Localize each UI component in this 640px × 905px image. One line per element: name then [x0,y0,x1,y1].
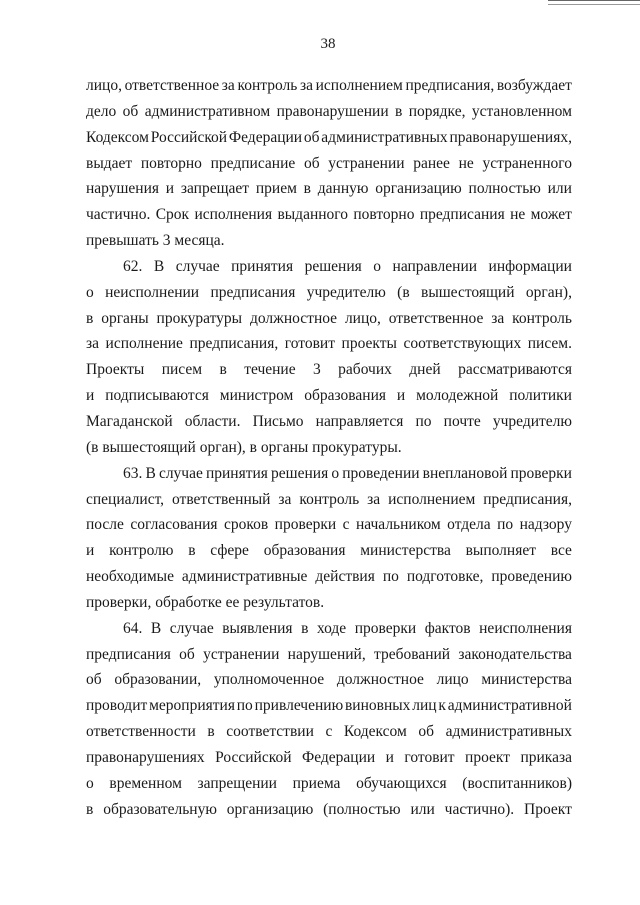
page-number: 38 [320,36,336,52]
text-line: ответственности в соответствии с Кодексом об административных [86,723,572,741]
text-line: за исполнение предписания, готовит проекты соответствующих писем. [86,335,572,353]
text-line: об образовании, уполномоченное должностное лицо министерства [86,671,572,689]
text-line: специалист, ответственный за контроль за исполнением предписания, [86,490,572,508]
text-line: после согласования сроков проверки с начальником отдела по надзору [86,516,572,534]
text-line: о неисполнении предписания учредителю (в вышестоящий орган), [86,283,572,301]
text-line: Кодексом Российской Федерации об административных правонарушениях, [86,128,572,146]
text-line: превышать 3 месяца. [86,232,225,250]
text-line: о временном запрещении приема обучающихся (воспитанников) [86,774,572,792]
text-line: лицо, ответственное за контроль за исполнением предписания, возбуждает [86,77,572,94]
text-line: 62. В случае принятия решения о направлении информации [123,257,572,275]
text-line: (в вышестоящий орган), в органы прокуратуры. [86,438,402,456]
text-line: и контролю в сфере образования министерства выполняет все [86,542,572,560]
text-line: нарушения и запрещает прием в данную организацию полностью или [86,180,572,198]
text-line: Магаданской области. Письмо направляется по почте учредителю [86,412,572,430]
text-line: выдает повторно предписание об устранении ранее не устраненного [86,154,572,172]
scan-edge-mark [548,0,640,5]
text-line: проводит мероприятия по привлечению виновных лиц к административной [86,697,572,715]
text-line: правонарушениях Российской Федерации и готовит проект приказа [86,748,572,766]
text-line: в органы прокуратуры должностное лицо, ответственное за контроль [86,309,572,327]
text-line: частично. Срок исполнения выданного повторно предписания не может [86,206,572,224]
text-line: 63. В случае принятия решения о проведении внеплановой проверки [123,464,572,482]
text-line: в образовательную организацию (полностью или частично). Проект [86,800,572,818]
text-line: Проекты писем в течение 3 рабочих дней рассматриваются [86,361,572,379]
text-line: дело об административном правонарушении в порядке, установленном [86,102,572,120]
text-line: проверки, обработке ее результатов. [86,593,325,611]
text-line: 64. В случае выявления в ходе проверки фактов неисполнения [123,619,572,637]
document-body [86,73,572,822]
text-line: предписания об устранении нарушений, требований законодательства [86,645,572,663]
text-line: необходимые административные действия по подготовке, проведению [86,568,572,586]
text-line: и подписываются министром образования и молодежной политики [86,387,572,405]
